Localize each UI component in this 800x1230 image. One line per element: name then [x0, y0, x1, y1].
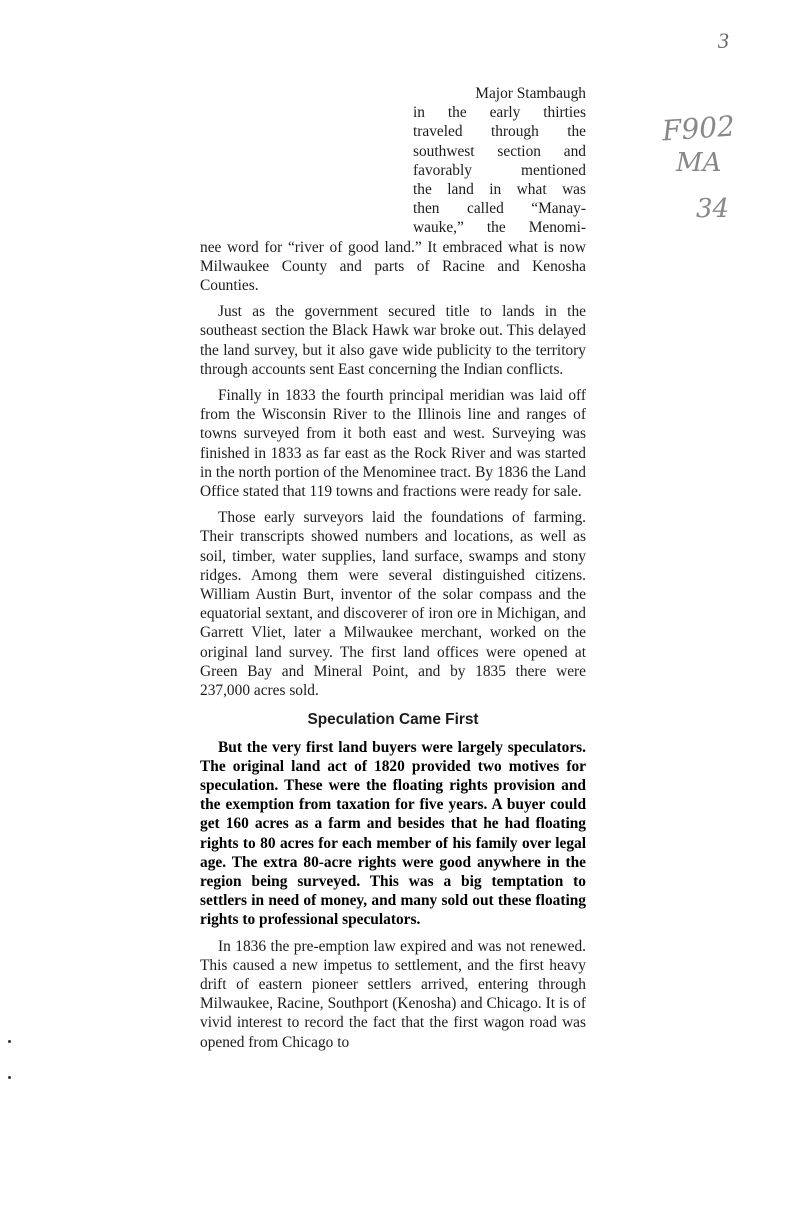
margin-note-code: MA	[676, 148, 722, 178]
section-paragraph: But the very first land buyers were largely speculators. The original land act of 1820 provided two motives for speculation. These were the floating rights provision and the exemption from taxation for five years. A buyer could get 160 acres as a farm and besides that he had floating rights to 80 acres for each member of his family over legal age. The extra 80-acre rights were good anywhere in the region being surveyed. This was a big temptation to settlers in need of money, and many sold out these floating rights to professional speculators.	[200, 738, 586, 929]
margin-note-catalog: F902	[660, 109, 736, 148]
paragraph: Just as the government secured title to lands in the southeast section the Black Hawk war broke out. This delayed the land survey, but it also gave wide publicity to the territory through accounts sent East concerning the Indian conflicts.	[200, 303, 586, 378]
paragraph: Those early surveyors laid the foundations of farming. Their transcripts showed numbers and locations, as well as soil, timber, water supplies, land surface, swamps and stony ridges. Among them were several distinguished citizens. William Austin Burt, inventor of the solar compass and the equatorial sextant, and discoverer of iron ore in Michigan, and Garrett Vliet, later a Milwaukee merchant, worked on the original land survey. The first land offices were opened at Green Bay and Mineral Point, and by 1835 there were 237,000 acres sold.	[200, 509, 586, 700]
paragraph: Finally in 1833 the fourth principal meridian was laid off from the Wisconsin River to the Illinois line and ranges of towns surveyed from it both east and west. Surveying was finished in 1833 as far east as the Rock River and was started in the north portion of the Menominee tract. By 1836 the Land Office stated that 119 towns and fractions were ready for sale.	[200, 387, 586, 501]
margin-note-number: 34	[696, 194, 730, 224]
final-paragraph: In 1836 the pre-emption law expired and was not renewed. This caused a new impetus to settlement, and the first heavy drift of eastern pioneer settlers arrived, entering through Milwaukee, Racine, Southport (Kenosha) and Chicago. It is of vivid interest to record the fact that the first wagon road was opened from Chicago to	[200, 937, 586, 1051]
intro-line: traveled through the	[413, 123, 586, 141]
intro-line: Major Stambaugh	[475, 85, 586, 102]
scan-mark	[8, 1076, 11, 1079]
intro-line: favorably mentioned	[413, 161, 586, 179]
intro-paragraph-continued: nee word for “river of good land.” It embraced what is now Milwaukee County and parts of Racine and Kenosha Counties.	[200, 238, 586, 295]
article-column	[200, 84, 586, 1059]
page-number: 3	[718, 28, 729, 53]
bold-section	[200, 738, 586, 930]
intro-line: wauke,” the Menomi-	[413, 219, 586, 237]
intro-line: southwest section and	[413, 142, 586, 160]
intro-line: the land in what was	[413, 181, 586, 199]
scan-mark	[8, 1040, 11, 1043]
section-heading: Speculation Came First	[307, 711, 479, 729]
intro-line: in the early thirties	[413, 104, 586, 122]
intro-inset	[413, 84, 586, 238]
intro-line: then called “Manay-	[413, 200, 586, 218]
